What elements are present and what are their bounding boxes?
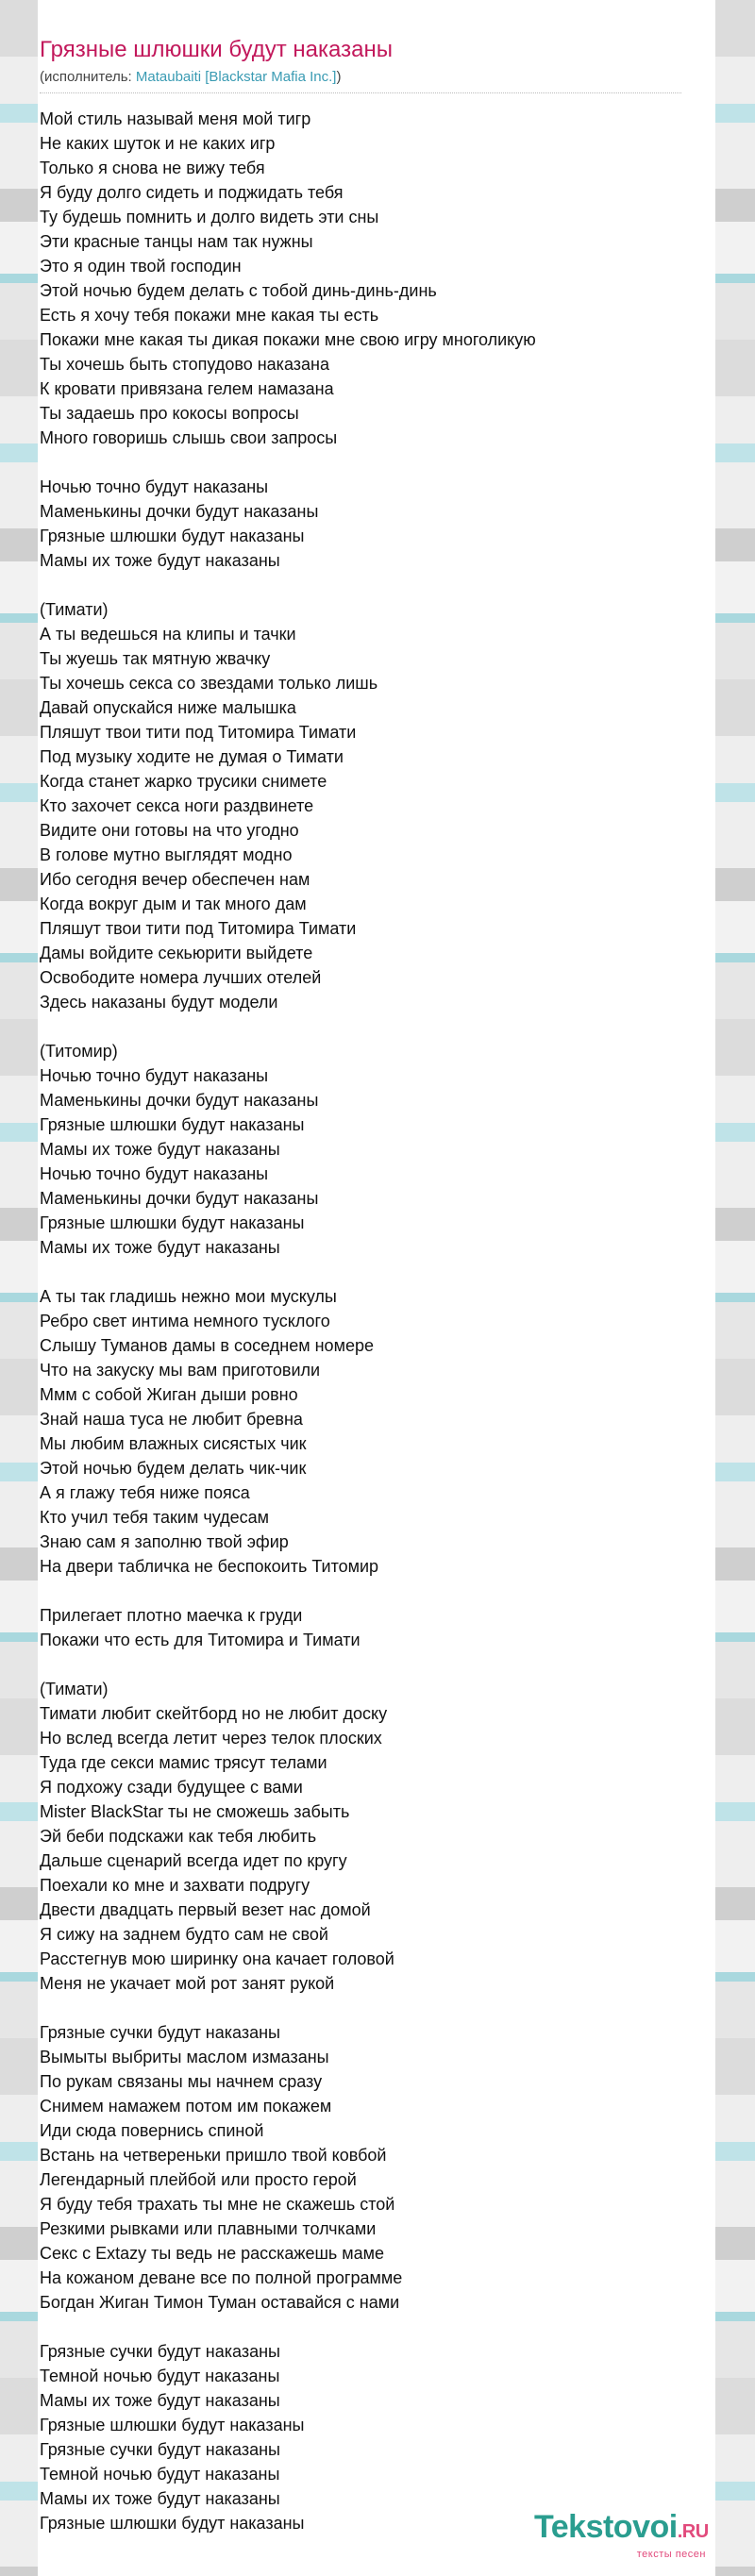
lyric-line: Ты жуешь так мятную жвачку — [40, 649, 271, 668]
lyric-line — [40, 1579, 681, 1603]
lyric-line: Мамы их тоже будут наказаны — [40, 551, 280, 570]
lyric-line: Двести двадцать первый везет нас домой — [40, 1900, 371, 1919]
lyric-line: Не каких шуток и не каких игр — [40, 134, 276, 153]
lyric-line: Меня не укачает мой рот занят рукой — [40, 1974, 335, 1993]
lyric-line: Резкими рывками или плавными толчками — [40, 2219, 377, 2238]
decorative-stripes-left — [0, 0, 38, 2576]
lyric-line: А я глажу тебя ниже пояса — [40, 1483, 250, 1502]
lyric-line: Мы любим влажных сисястых чик — [40, 1434, 307, 1453]
lyric-line: Поехали ко мне и захвати подругу — [40, 1876, 310, 1895]
lyric-line: Освободите номера лучших отелей — [40, 968, 322, 987]
lyric-line: Вымыты выбриты маслом измазаны — [40, 2048, 329, 2066]
decorative-stripes-right — [715, 0, 755, 2576]
lyric-line: Дальше сценарий всегда идет по кругу — [40, 1851, 347, 1870]
lyric-line: Я подхожу сзади будущее с вами — [40, 1778, 303, 1797]
lyric-line: В голове мутно выглядят модно — [40, 845, 293, 864]
lyric-line: Давай опускайся ниже малышка — [40, 698, 296, 717]
lyric-line: Ночью точно будут наказаны — [40, 1164, 269, 1183]
lyric-line: Под музыку ходите не думая о Тимати — [40, 747, 344, 766]
lyric-line: Грязные сучки будут наказаны — [40, 2023, 280, 2042]
lyric-line: Тимати любит скейтборд но не любит доску — [40, 1704, 388, 1723]
lyric-line: Грязные шлюшки будут наказаны — [40, 2514, 305, 2533]
lyric-line: Этой ночью будем делать с тобой динь-динь-динь — [40, 281, 437, 300]
lyric-line — [40, 1260, 681, 1284]
lyric-line: Я буду долго сидеть и поджидать тебя — [40, 183, 344, 202]
lyric-line: Знай наша туса не любит бревна — [40, 1410, 303, 1429]
performer-link[interactable]: Mataubaiti [Blackstar Mafia Inc.] — [135, 69, 337, 85]
performer-suffix: ) — [336, 69, 342, 85]
lyric-line: Богдан Жиган Тимон Туман оставайся с нами — [40, 2293, 400, 2312]
lyric-line: Пляшут твои тити под Титомира Тимати — [40, 723, 357, 742]
lyric-line: Ту будешь помнить и долго видеть эти сны — [40, 208, 379, 226]
lyric-line: Маменькины дочки будут наказаны — [40, 1091, 319, 1110]
lyric-line: Грязные сучки будут наказаны — [40, 2440, 280, 2459]
lyric-line: Туда где секси мамис трясут телами — [40, 1753, 327, 1772]
lyric-line: Знаю сам я заполню твой эфир — [40, 1532, 289, 1551]
lyric-line: (Тимати) — [40, 1680, 109, 1698]
lyric-line: А ты ведешься на клипы и тачки — [40, 625, 296, 644]
lyric-line: Темной ночью будут наказаны — [40, 2465, 280, 2484]
lyric-line: Ребро свет интима немного тусклого — [40, 1312, 330, 1330]
lyric-line: Здесь наказаны будут модели — [40, 993, 278, 1012]
logo-tld: .RU — [677, 2521, 709, 2542]
logo-wordmark — [534, 2510, 713, 2549]
site-logo[interactable] — [534, 2509, 713, 2560]
lyric-line: Мамы их тоже будут наказаны — [40, 2391, 280, 2410]
lyric-line: Мамы их тоже будут наказаны — [40, 1238, 280, 1257]
lyric-line: Видите они готовы на что угодно — [40, 821, 299, 840]
lyric-line: Пляшут твои тити под Титомира Тимати — [40, 919, 357, 938]
lyric-line: Легендарный плейбой или просто герой — [40, 2170, 357, 2189]
lyric-line: Встань на четвереньки пришло твой ковбой — [40, 2146, 387, 2165]
lyric-line: По рукам связаны мы начнем сразу — [40, 2072, 323, 2091]
lyric-line: Этой ночью будем делать чик-чик — [40, 1459, 307, 1478]
lyric-line: Mister BlackStar ты не сможешь забыть — [40, 1802, 350, 1821]
lyric-line: (Тимати) — [40, 600, 109, 619]
logo-tagline: тексты песен — [636, 2549, 706, 2560]
performer-prefix: (исполнитель: — [40, 69, 136, 85]
lyric-line: Когда станет жарко трусики снимете — [40, 772, 327, 791]
lyric-line: Что на закуску мы вам приготовили — [40, 1361, 321, 1380]
lyric-line: (Титомир) — [40, 1042, 118, 1061]
lyric-line: Кто захочет секса ноги раздвинете — [40, 796, 314, 815]
lyric-line — [40, 2315, 681, 2339]
lyric-line: Иди сюда повернись спиной — [40, 2121, 264, 2140]
lyric-line: Эти красные танцы нам так нужны — [40, 232, 313, 251]
lyric-line: Много говоришь слышь свои запросы — [40, 428, 338, 447]
lyric-line: Дамы войдите секьюрити выйдете — [40, 944, 313, 962]
lyric-line — [40, 450, 681, 475]
lyric-line: А ты так гладишь нежно мои мускулы — [40, 1287, 337, 1306]
lyric-line: На двери табличка не беспокоить Титомир — [40, 1557, 379, 1576]
lyric-line — [40, 1996, 681, 2020]
lyric-line: На кожаном деване все по полной программе — [40, 2268, 403, 2287]
lyric-line: Грязные шлюшки будут наказаны — [40, 527, 305, 545]
lyric-line: Ты хочешь секса со звездами только лишь — [40, 674, 378, 693]
lyric-line: Покажи что есть для Титомира и Тимати — [40, 1631, 361, 1649]
lyric-line: Ночью точно будут наказаны — [40, 1066, 269, 1085]
lyric-line: Грязные шлюшки будут наказаны — [40, 2416, 305, 2434]
lyric-line: Темной ночью будут наказаны — [40, 2367, 280, 2385]
lyric-line: Расстегнув мою ширинку она качает головой — [40, 1949, 394, 1968]
lyric-line: Грязные шлюшки будут наказаны — [40, 1213, 305, 1232]
lyric-line: Слышу Туманов дамы в соседнем номере — [40, 1336, 374, 1355]
lyric-line — [40, 573, 681, 597]
lyric-line — [40, 1652, 681, 1677]
lyric-line: Ибо сегодня вечер обеспечен нам — [40, 870, 310, 889]
lyric-line: Ночью точно будут наказаны — [40, 477, 269, 496]
lyric-line: Я сижу на заднем будто сам не свой — [40, 1925, 328, 1944]
lyric-line: Но вслед всегда летит через телок плоских — [40, 1729, 382, 1748]
lyric-line: Кто учил тебя таким чудесам — [40, 1508, 270, 1527]
lyric-line: Мамы их тоже будут наказаны — [40, 1140, 280, 1159]
lyric-line — [40, 1014, 681, 1039]
song-title: Грязные шлюшки будут наказаны — [40, 37, 393, 62]
lyric-line: Покажи мне какая ты дикая покажи мне свою игру многоликую — [40, 330, 536, 349]
lyrics-card — [40, 36, 681, 2535]
lyric-line: Мамы их тоже будут наказаны — [40, 2489, 280, 2508]
lyric-line: Маменькины дочки будут наказаны — [40, 1189, 319, 1208]
lyric-line: Когда вокруг дым и так много дам — [40, 895, 307, 913]
logo-main-text: Tekstovoi — [534, 2509, 678, 2545]
lyric-line: Прилегает плотно маечка к груди — [40, 1606, 303, 1625]
lyric-line: Маменькины дочки будут наказаны — [40, 502, 319, 521]
lyric-line: Ммм с собой Жиган дыши ровно — [40, 1385, 298, 1404]
lyric-line: Ты задаешь про кокосы вопросы — [40, 404, 299, 423]
lyric-line: Только я снова не вижу тебя — [40, 159, 265, 177]
lyric-line: К кровати привязана гелем намазана — [40, 379, 334, 398]
lyric-line: Эй беби подскажи как тебя любить — [40, 1827, 317, 1846]
lyric-line: Это я один твой господин — [40, 257, 242, 276]
performer-line — [40, 68, 681, 93]
lyric-line: Есть я хочу тебя покажи мне какая ты есть — [40, 306, 379, 325]
lyric-line: Секс с Extazy ты ведь не расскажешь маме — [40, 2244, 385, 2263]
lyrics-body — [40, 107, 681, 2535]
lyric-line: Грязные шлюшки будут наказаны — [40, 1115, 305, 1134]
lyric-line: Мой стиль называй меня мой тигр — [40, 109, 311, 128]
lyric-line: Я буду тебя трахать ты мне не скажешь стой — [40, 2195, 395, 2214]
lyric-line: Грязные сучки будут наказаны — [40, 2342, 280, 2361]
lyric-line: Ты хочешь быть стопудово наказана — [40, 355, 329, 374]
lyric-line: Снимем намажем потом им покажем — [40, 2097, 332, 2116]
